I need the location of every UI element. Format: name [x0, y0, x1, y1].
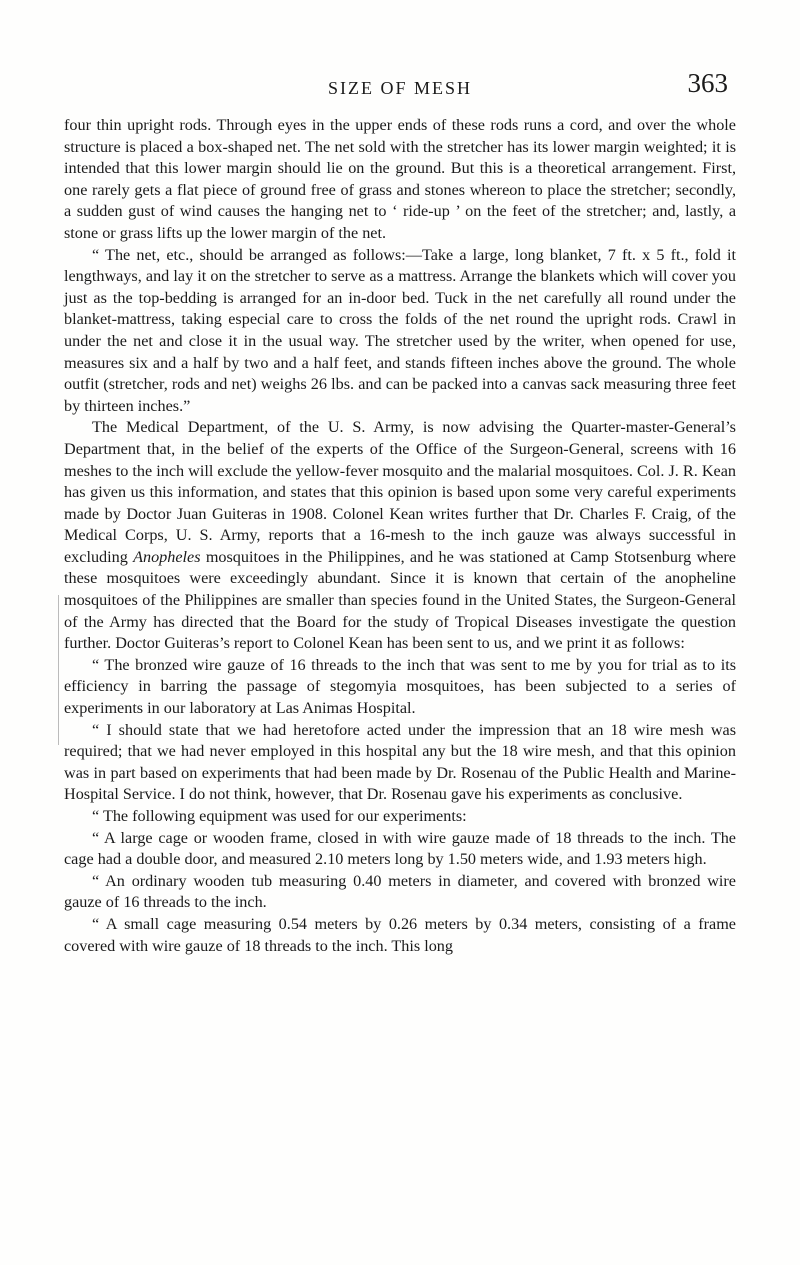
paragraph-quote-equipment: “ The following equipment was used for our experiments: [92, 807, 467, 825]
paragraph-quote-large-cage: “ A large cage or wooden frame, closed in with wire gauze made of 18 threads to the inch. The cage had a double door, and measured 2.10 meters long by 1.50 meters wide, and 1.93 meters high. [64, 828, 736, 869]
page-number: 363 [687, 68, 728, 98]
paragraph-continued: four thin upright rods. Through eyes in the upper ends of these rods runs a cord, and over the whole structure is placed a box-shaped net. The net sold with the stretcher has its lower margin weighted; it is intended that this lower margin should lie on the ground. But this is a theoretical arrangement. First, one rarely gets a flat piece of ground free of grass and stones whereon to place the stretcher; secondly, a sudden gust of wind causes the hanging net to ‘ ride-up ’ on the feet of the stretcher; and, lastly, a stone or grass lifts up the lower margin of the net. [64, 116, 736, 242]
anopheles-term: Anopheles [133, 547, 201, 566]
paragraph-medical-department-text-after: mosquitoes in the Philippines, and he was stationed at Camp Stotsenburg where these mosquitoes were exceedingly abundant. Since it is known that certain of the anopheline mosquitoes of the Philippines are smaller than species found in the United States, the Surgeon-General of the Army has directed that the Board for the study of Tropical Diseases investigate the question further. Doctor Guiteras’s report to Colonel Kean has been sent to us, and we print it as follows: [64, 547, 736, 653]
page-header [0, 66, 800, 106]
paragraph-medical-department [64, 417, 736, 655]
margin-mark [58, 595, 62, 745]
paragraph-medical-department-text: The Medical Department, of the U. S. Army, is now advising the Quarter-master-General’s Department that, in the belief of the experts of the Office of the Surgeon-General, screens with 16 meshes to the inch will exclude the yellow-fever mosquito and the malarial mosquitoes. Col. J. R. Kean has given us this information, and states that this opinion is based upon some very careful experiments made by Doctor Juan Guiteras in 1908. Colonel Kean writes further that Dr. Charles F. Craig, of the Medical Corps, U. S. Army, reports that a 16-mesh to the inch gauze was always successful in excluding [64, 418, 736, 566]
paragraph-quote-small-cage: “ A small cage measuring 0.54 meters by 0.26 meters by 0.34 meters, consisting of a frame covered with wire gauze of 18 threads to the inch. This long [64, 914, 736, 955]
paragraph-quote-net-arrangement: “ The net, etc., should be arranged as follows:—Take a large, long blanket, 7 ft. x 5 ft., fold it lengthways, and lay it on the stretcher to serve as a mattress. Arrange the blankets which will cover you just as the top-bedding is arranged for an in-door bed. Tuck in the net carefully all round under the blanket-mattress, taking especial care to cross the folds of the net round the upright rods. Crawl in under the net and close it in the usual way. The stretcher used by the writer, when opened for use, measures six and a half by two and a half feet, and stands fifteen inches above the ground. The whole outfit (stretcher, rods and net) weighs 26 lbs. and can be packed into a canvas sack measuring three feet by thirteen inches.” [64, 245, 736, 415]
running-head: SIZE OF MESH [327, 78, 472, 98]
body-text [64, 115, 736, 957]
paragraph-quote-tub: “ An ordinary wooden tub measuring 0.40 meters in diameter, and covered with bronzed wire gauze of 16 threads to the inch. [64, 871, 736, 912]
paragraph-quote-impression: “ I should state that we had heretofore acted under the impression that an 18 wire mesh was required; that we had never employed in this hospital any but the 18 wire mesh, and that this opinion was in part based on experiments that had been made by Dr. Rosenau of the Public Health and Marine-Hospital Service. I do not think, however, that Dr. Rosenau gave his experiments as conclusive. [64, 720, 736, 804]
paragraph-quote-bronzed-gauze: “ The bronzed wire gauze of 16 threads to the inch that was sent to me by you for trial as to its efficiency in barring the passage of stegomyia mosquitoes, has been subjected to a series of experiments in our laboratory at Las Animas Hospital. [64, 655, 736, 718]
